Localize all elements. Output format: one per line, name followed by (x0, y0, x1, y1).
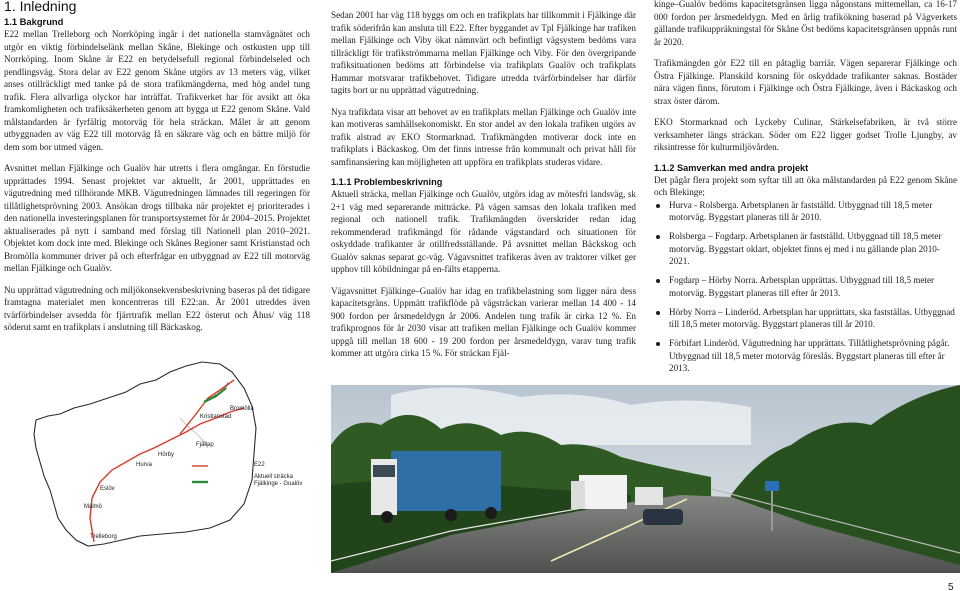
photo-car (643, 509, 683, 525)
photo-sign (765, 481, 779, 491)
paragraph-middle-4: Vägavsnittet Fjälkinge–Gualöv har idag en trafikbelastning som ligger nära dess kapacitetsgräns. Uppmätt trafikflöde på vägsträckan varierar mellan 14 400 - 14 900 fordon per årsmedeldygn år 2006. Andelen tung trafik är cirka 12 %. En trafikprognos för år 2030 visar att trafiken mellan Fjälkinge och Gualöv kommer uppgå till mellan 18 600 - 19 200 fordon per årsmedeldygn, varav tung trafik kommer att utgöra cirka 15 %. För sträckan Fjäl- (331, 285, 636, 358)
paragraph-middle-3: Aktuell sträcka, mellan Fjälkinge och Gualöv, utgörs idag av mötesfri landsväg, sk 2+1 väg med separerande mitträcke. På vägen samsas den lokala trafiken med regional och nationell trafik. Trafikmängden överskrider redan idag rekommenderad trafikmängd för rådande vägstandard och situationen för oskyddade trafikanter är otillfredsställande. På avsnittet mellan Bäckskog och Gualöv saknas separat gc-väg. Vägavsnittet trafikeras även av traktorer vilket ger upphov till köbildningar på en-fälts etapperna. (331, 189, 636, 274)
paragraph-bakgrund-1: E22 mellan Trelleborg och Norrköping ingår i det nationella stamvägnätet och utgör en viktig förbindelselänk mellan Skåne, Blekinge och ostkusten upp till Norrköping. Inom Skåne är E22 en betydelsefull regional förbindelseled och pendlingsväg. Stora delar av E22 genom Skåne utgörs av 13 meters väg, vilket anses otillräckligt med tanke på de stora trafikmängderna, med hög andel tung trafik. Flera allvarliga olyckor har inträffat. Trafikverket har för avsikt att öka framkomligheten och trafiksäkerheten genom att bygga ut E22 genom Skåne. Vald målstandarden är fyrfältig motorväg för hela sträckan. Målet är att genom utbyggnaden av väg E22 till motorväg få en säkrare väg och en bättre miljö för dem som bor utmed vägen. (4, 29, 310, 152)
bullet-icon (656, 235, 660, 239)
map-label-kristianstad: Kristianstad (200, 414, 232, 420)
photo-truck-blue-trailer (391, 451, 501, 511)
photo-truck-wheel (445, 509, 457, 521)
chapter-title: 1. Inledning (4, 0, 77, 14)
paragraph-right-2: Trafikmängden gör E22 till en påtaglig barriär. Vägen separerar Fjälkinge och Östra Fjälkinge. Planskild korsning för oskyddade trafikanter saknas. Bostäder nära vägen finns, förutom i Fjälkinge och Östra Fjälkinge, även i Bäckaskog och strax öster därom. (654, 58, 957, 106)
map-label-eslov: Eslöv (100, 486, 115, 492)
list-item (654, 230, 957, 268)
paragraph-bakgrund-2: Avsnittet mellan Fjälkinge och Gualöv har utretts i flera omgångar. En förstudie upprättades 1994. Senast projektet var aktuellt, år 2001, upprättades en vägutredning med tillhörande MKB. Vägutredningen lämnades till regeringen för tillåtlighetsprövning 2003. Ansökan drogs tillbaka när projektet ej prioriterades i den nationella investeringsplanen för transportsystemet för år 2004–2015. Projektet aktualiserades på nytt i samband med förslag till Nationell plan 2010–2021. Objektet kom dock inte med. Blekinge och Skånes Regioner samt Kristianstad och Bromölla kommuner driver på och efterfrågar en utbyggnad av E22 till motorväg mellan Fjälkinge och Gualöv. (4, 163, 310, 273)
paragraph-right-1: kinge–Gualöv bedöms kapacitetsgränsen ligga någonstans mittemellan, ca 16-17 000 fordon per årsmedeldygn. Med en årlig trafikökning baserad på Vägverkets gällande trafikuppräkningstal för Skåne Öst bedöms kapacitetsgränsen uppnås runt år 2020. (654, 0, 957, 47)
road-photo (331, 385, 960, 573)
column-left (4, 0, 310, 334)
paragraph-right-3: EKO Stormarknad och Lyckeby Culinar, Stärkelsefabriken, är två större verksamheter längs sträckan. Söder om E22 ligger godset Trolle Ljungby, av riksintresse för kulturmiljövården. (654, 117, 957, 152)
map-highlight-section (204, 388, 226, 402)
photo-truck-blue-windshield (373, 465, 395, 477)
photo-truck-far (635, 487, 663, 505)
list-item-text: Hurva - Rolsberga. Arbetsplanen är fastställd. Utbyggnad till 18,5 meter motorväg. Byggstart planeras till år 2010. (669, 199, 933, 222)
page-number: 5 (948, 582, 954, 591)
list-item-text: Hörby Norra – Linderöd. Arbetsplan har upprättats, ska fastställas. Utbyggnad till 18,5 meter motorväg. Byggstart planeras till år 2010. (669, 306, 955, 329)
map-label-malmo: Malmö (84, 504, 103, 510)
map-graphic (30, 358, 270, 550)
section-heading-problembeskrivning: 1.1.1 Problembeskrivning (331, 177, 443, 187)
section-heading-bakgrund: 1.1 Bakgrund (4, 16, 64, 27)
legend-label-e22: E22 (254, 462, 265, 468)
map-label-fjallap: Fjällap (196, 442, 214, 448)
project-list (654, 199, 957, 375)
legend-label-section: Aktuell sträcka Fjälkinge - Gualöv (254, 474, 303, 487)
bullet-icon (656, 279, 660, 283)
paragraph-bakgrund-3: Nu upprättad vägutredning och miljökonsekvensbeskrivning baseras på det tidigare framtagna materialet men koncentreras till E22:an. År 2001 utreddes även tvärförbindelser avsedda för fjärrtrafik mellan E22 österut och Åhus/ väg 118 söderut samt en trafikplats i anslutning till Bäckaskog. (4, 284, 310, 332)
column-middle (331, 0, 636, 360)
list-item (654, 337, 957, 375)
list-item-text: Fogdarp – Hörby Norra. Arbetsplan upprättas. Utbyggnad till 18,5 meter motorväg. Byggstart planeras till efter år 2013. (669, 275, 935, 298)
section-heading-samverkan: 1.1.2 Samverkan med andra projekt (654, 162, 809, 173)
column-right (654, 0, 957, 381)
map-label-bromolla: Bromölla (230, 406, 254, 412)
photo-sign-post (771, 485, 773, 531)
list-item (654, 306, 957, 331)
map-road-e22 (90, 408, 244, 542)
paragraph-right-4: Det pågår flera projekt som syftar till att öka målstandarden på E22 genom Skåne och Blekinge; (654, 174, 957, 197)
photo-truck-white-cab (571, 481, 585, 509)
photo-truck-wheel (485, 507, 497, 519)
list-item (654, 274, 957, 299)
photo-truck-wheel (381, 511, 393, 523)
photo-truck-white-trailer (579, 475, 627, 509)
list-item (654, 199, 957, 224)
map-label-hurva: Hurva (136, 462, 153, 468)
paragraph-middle-2: Nya trafikdata visar att behovet av en trafikplats mellan Fjälkinge och Gualöv inte kan motiveras samhällsekonomiskt. En stor andel av den lokala trafiken utgörs av trafik alstrad av EKO Stormarknad. Trafikmängden motiverar dock inte en trafikplats i Bäckaskog. Om det finns intresse från kommunalt och privat håll för samfinansiering kan möjligheten att uppföra en trafikplats studeras vidare. (331, 106, 636, 167)
list-item-text: Rolsberga – Fogdarp. Arbetsplanen är fastställd. Utbyggnad till 18,5 meter motorväg. Byggstart oklart, objektet finns ej med i nu gällande plan 2010-2021. (669, 231, 942, 266)
list-item-text: Förbifart Linderöd. Vägutredning har upprättats. Tillåtlighetsprövning pågår. Utbyggnad till 18,5 meter motorväg föreslås. Byggstart planeras till efter år 2013. (669, 338, 950, 373)
bullet-icon (656, 342, 660, 346)
region-map (30, 358, 303, 550)
map-label-horby: Hörby (158, 452, 175, 458)
paragraph-middle-1: Sedan 2001 har väg 118 byggs om och en trafikplats har tillkommit i Fjälkinge där trafik söderifrån kan ansluta till E22. Efter byggandet av Tpl Fjälkinge har trafiken mellan Fjälkinge och Viby ökat nämnvärt och befintligt vägsystem bedöms vara tillräckligt för trafikströmmarna mellan Fjälkinge och Viby. För den övergripande trafiksituationen bedöms att förbindelse via trafikplats Gualöv och trafikplats Hammar motsvarar trafikbehovet. Tidigare utredda tvärförbindelser har därför tagits bort ur nu upprättad vägutredning. (331, 10, 636, 95)
map-label-trelleborg: Trelleborg (90, 534, 117, 540)
bullet-icon (656, 311, 660, 315)
road-photo-graphic (331, 385, 960, 573)
bullet-icon (656, 204, 660, 208)
